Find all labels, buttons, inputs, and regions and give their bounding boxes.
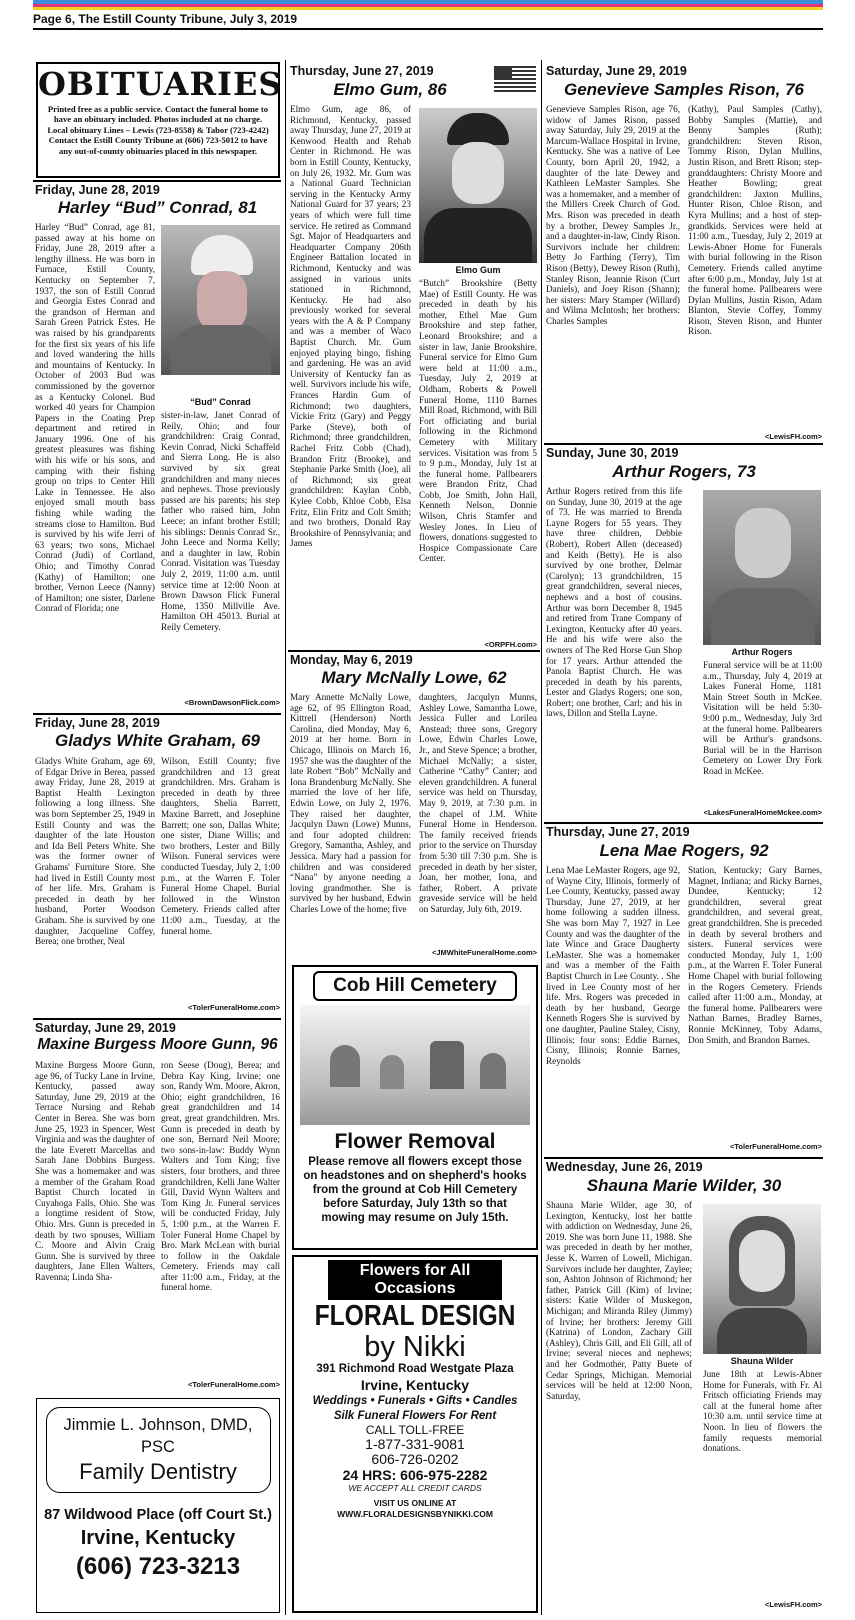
obit-date: Sunday, June 30, 2019 — [546, 446, 679, 460]
rule — [33, 180, 281, 182]
obituaries-box — [36, 62, 283, 178]
floral-cards: WE ACCEPT ALL CREDIT CARDS — [348, 1483, 482, 1493]
obit-text-col1: Gladys White Graham, age 69, of Edgar Drive in Berea, passed away Friday, June 28, 2019 at Baptist Health Lexington following a long illness. She was born September 25, 1949 in Estill County and was the daughter of the late Houston and Ida Bell Peters White. She was the former owner of Grahams' Furniture Store. She had lived in Estill County most of her life. Mrs. Graham is preceded in death by her husband, Porter Woodson Graham. She is survived by one daughter, Jacqueline Coffey, Berea; one brother, Neal — [35, 756, 155, 947]
obit-text-col1: Arthur Rogers retired from this life on Sunday, June 30, 2019 at the age of 73. He was married to Brenda Layne Rogers for 55 years. They have three children, Debbie (Robert), Robert Allen (deceased) and Keith (Betty). He is also survived by one brother, Delmar (Carolyn); 13 grandchildren, 15 great grandchildren, several nieces, nephews and a host of cousins. Arthur was born December 8, 1945 and retired from Trane Company of Lexington, Kentucky after 40 years. He and his wife were also the owners of The Red Horse Gun Shop for 17 years. Arthur attended the Panola Baptist Church. He was preceded in death by his parents, Lester and Gladys Rogers; one son, Robert; one brother, Carl; and his in laws, Dillon and Stella Layne. — [546, 486, 682, 719]
floral-toll-free: 1-877-331-9081 — [365, 1436, 465, 1452]
obit-text-col1: Genevieve Samples Rison, age 76, widow of James Rison, passed away Saturday, July 29, 2019 at the Marcum-Wallace Hospital in Irvine, Kentucky. She was a native of Lee County, born April 20, 1942, a daughter of the late Dewey and Kathleen LeMaster Samples. She was a homemaker, and a member of the Millers Creek Church of God. Mrs. Rison was preceded in death by a brother, Dewey Samples Jr., and a daughter-in-law, Cindy Rison. Survivors include her children: Betty Jo Farthing (Terry), Tim Rison (Betty), Dewey Rison (Ruth), Stanley Rison, Jeannie Rison (Curt Daniels), and Joey Rison (Shann); her sisters: Mary Stamper (Willard) and Wilma McIntosh; her brothers: Charles Samples — [546, 104, 680, 326]
floral-address: 391 Richmond Road Westgate Plaza — [316, 1363, 514, 1375]
photo-caption: Arthur Rogers — [731, 647, 793, 657]
dentist-ad — [36, 1398, 280, 1613]
photo-caption: Shauna Wilder — [730, 1356, 794, 1366]
obit-text-col1: Lena Mae LeMaster Rogers, age 92, of Wayne City, Illinois, formerly of Lee County, Kentucky, passed away Thursday, June 27, 2019, at her home following a sudden illness. She was born May 7, 1927 in Lee County and was the daughter of the late Wince and Grace Daugherty LeMaster. She was a homemaker and was a member of the Faith Baptist Church in Lee County. . She lived in Lee County most of her life. Mrs. Rogers was preceded in death by her husband, George Kenneth Rogers She is survived by one daughter, Pauline Staley, Cisny, Illinois; four sons: Eddie Barnes, Cisny, Illinois; Ronnie Barnes, Reynolds — [546, 865, 680, 1066]
cemetery-illustration — [300, 1005, 530, 1125]
source-link: <TolerFuneralHome.com> — [188, 1003, 280, 1012]
floral-website: WWW.FLORALDESIGNSBYNIKKI.COM — [337, 1509, 493, 1519]
obit-text-col1: Shauna Marie Wilder, age 30, of Lexington, Kentucky, lost her battle with addiction on Wednesday, June 26, 2019. She was born June 11, 1988. She was preceded in death by her mother, Jesse K. Warren of Lowell, Michigan. Survivors include her daughter, Zaylee; son, Ashton Johnson of Richmond; her father, Patrick Gill (Kim) of Irvine; sisters: Katie Wilder of Muskegon, Michigan; and Miranda Riley (Jimmy) of Irvine; her brothers: Jeremy Gill (Katrina) of London, Zachary Gill (Ashley), Chris Gill, and Eli Gill, all of Irvine; several nieces and nephews; and her Godmother, Patty Buete of Cedar Springs, Michigan. Memorial services will be held at 12:00 Noon, Saturday, — [546, 1200, 692, 1401]
photo-caption: “Bud” Conrad — [190, 397, 251, 407]
obit-date: Thursday, June 27, 2019 — [290, 64, 434, 78]
obit-text-col1: Mary Annette McNally Lowe, age 62, of 95 Ellington Road, Kittrell (Henderson) North Carolina, died Monday, May 6, 2019 at her home. Born in Chicago, Illinois on March 16, 1957 she was the daughter of the late Robert “Bob” McNally and Iona Brandenburg McNally. She married the love of her life, Edwin Lowe, on July 2, 1976. They raised her daughter, Jacqulyn Dawn (Lowe) Munns, and four adopted children: Gregory, Samantha, Ashley, and Jessica. Mary had a passion for children and was considered “Nana” by anyone needing a loving grandmother. She is survived by her husband, Edwin Charles Lowe of the home; five — [290, 692, 411, 914]
obit-date: Saturday, June 29, 2019 — [35, 1021, 176, 1035]
obit-name: Elmo Gum, 86 — [333, 80, 447, 99]
floral-by: by Nikki — [364, 1331, 466, 1363]
cob-hill-ad — [292, 965, 538, 1250]
cob-hill-notice: Please remove all flowers except those on headstones and on shepherd's hooks from the ground at Cob Hill Cemetery before Saturday, July 13th so that mowing may resume on July 15th. — [303, 1156, 527, 1224]
obit-text-col1: Harley “Bud” Conrad, age 81, passed away at his home on Friday, June 28, 2019 after a lengthy illness. He was born in Furnace, Estill County, Kentucky on September 7, 1937, the son of Estill Conrad and Georgia Estes Conrad and the grandson of Herman and Sarah Green Patrick Estes. He was raised by his grandparents for the first six years of his life and loved wandering the hills and mountains of Kentucky. In October of 2003 Bud was commissioned by the governor as a Kentucky Colonel. Bud worked 40 years for Champion Papers in the Coating Prep department and retired in January 1996. One of his greatest pleasures was fishing with his wife or his sons, and camping with their fishing group on trips to Center Hill Lake in Tennessee. He also enjoyed small mouth bass fishing while wading the streams close to Hamilton. Bud is survived by his wife Jerri of 63 years; two sons, Michael Conrad (Judi) of Cortland, Ohio; and Timothy Conrad (Kathy) of Hamilton; one brother, Vernon Leece (Nanny) of Hamilton; one sister, Darlene Conrad of Florida; one — [35, 222, 155, 614]
floral-silk: Silk Funeral Flowers For Rent — [333, 1410, 497, 1422]
cob-hill-subtitle: Flower Removal — [334, 1130, 496, 1153]
floral-design-ad — [292, 1255, 538, 1613]
obituaries-notice: Printed free as a public service. Contact the funeral home to have an obituary included. Photos included at no charge. Local obituary Lines – Lewis (723-8558) & Tabor (723-4242) Contact the Estill County Tribune at (606) 723-5012 to have any out-of-county obituaries placed in this newspaper. — [47, 104, 269, 156]
obit-name: Gladys White Graham, 69 — [54, 731, 260, 750]
floral-24hrs: 24 HRS: 606-975-2282 — [342, 1467, 488, 1483]
floral-services: Weddings • Funerals • Gifts • Candles — [312, 1395, 518, 1407]
floral-city: Irvine, Kentucky — [360, 1377, 470, 1393]
source-link: <BrownDawsonFlick.com> — [184, 698, 280, 707]
page-header: Page 6, The Estill County Tribune, July 3, 2019 — [33, 12, 298, 26]
flag-icon — [494, 66, 536, 94]
obit-name: Genevieve Samples Rison, 76 — [563, 80, 804, 99]
dentist-city: Irvine, Kentucky — [80, 1527, 236, 1549]
rule — [33, 713, 281, 715]
rule — [33, 1018, 281, 1020]
obit-text-col2: Funeral service will be at 11:00 a.m., Thursday, July 4, 2019 at Lakes Funeral Home, 1181 Main Street South in McKee. Visitation will be held 5:30-9:00 p.m., Wednesday, July 3rd at the funeral home. Pallbearers will be Arthur's grandsons. Burial will be in the Harrison Cemetery on Lower Dry Fork Road in McKee. — [703, 660, 822, 776]
header-rule — [33, 28, 823, 30]
photo-arthur-rogers — [703, 490, 821, 645]
obit-text-col2: Station, Kentucky; Gary Barnes, Magnet, Indiana; and Ricky Barnes, Dundee, Kentucky; 12 grandchildren, several great grandchildren, and several great, great grandchildren. She is preceded in death by several brothers and sisters. Funeral services were conducted Monday, July 1, 1:00 p.m., at the Warren F. Toler Funeral Home Chapel with burial following in the Rogers Cemetery. Friends called after 11:00 a.m., Monday, at the funeral home. Pallbearers were Nathan Barnes, Bradley Barnes, Ronnie McKinney, Toby Adams, Don Smith, and Brandon Barnes. — [688, 865, 822, 1045]
source-link: <LakesFuneralHomeMckee.com> — [703, 808, 822, 817]
rule — [544, 443, 823, 445]
obit-text-col1: Maxine Burgess Moore Gunn, age 96, of Tucky Lane in Irvine, Kentucky, passed away Saturday, June 29, 2019 at the Terrace Nursing and Rehab Center in Berea. She was born June 25, 1923 in Spencer, West Virginia and was the daughter of the late Everett Marcellas and Sarah Jane Dobbins Burgess. She was a homemaker and was a member of the Graham Road Baptist Church located in Cuyahoga Falls, Ohio. She was a longtime resident of Stow, Ohio. Mrs. Gunn is preceded in death by two spouses, William C. Moore and Alvin Craig Gunn. She is survived by three daughters, Jane Ellen Walters, Ravenna; Linda Sha- — [35, 1060, 155, 1282]
floral-local: 606-726-0202 — [371, 1451, 459, 1467]
source-link: <TolerFuneralHome.com> — [188, 1380, 280, 1389]
photo-elmo-gum — [419, 108, 537, 263]
rule — [544, 822, 823, 824]
dentist-title: Family Dentistry — [79, 1459, 237, 1484]
source-link: <JMWhiteFuneralHome.com> — [431, 948, 537, 957]
photo-shauna-wilder — [703, 1204, 821, 1354]
obit-name: Arthur Rogers, 73 — [612, 462, 756, 481]
obit-text-col2: ron Seese (Doug), Berea; and Debra Kay King, Irvine; one son, Randy Wm. Moore, Akron, Ohio; eight grandchildren, 16 great grandchildren and 14 great, great grandchildren. Mrs. Gunn is preceded in death by one son, Bernard Neil Moore; two sons-in-law: Buddy Wynn Walters and Tom King; five sisters, four brothers, and three grandchildren, Kelli Jane Walter Gill, David Wynn Walters and Tom King Jr. Funeral services will be conducted Friday, July 5, 1:00 p.m., at the Warren F. Toler Funeral Home Chapel by Bro. Mark McLean with burial to follow in the Oakdale Cemetery. Friends may call after 11:00 a.m., Friday, at the funeral home. — [161, 1060, 280, 1293]
obit-name: Maxine Burgess Moore Gunn, 96 — [37, 1036, 278, 1053]
dentist-address: 87 Wildwood Place (off Court St.) — [44, 1507, 272, 1523]
obit-date: Wednesday, June 26, 2019 — [546, 1160, 703, 1174]
obituaries-title: OBITUARIES — [38, 65, 283, 103]
source-link: <ORPFH.com> — [484, 640, 537, 649]
floral-title: FLORAL DESIGN — [314, 1300, 516, 1332]
obit-date: Monday, May 6, 2019 — [290, 653, 413, 667]
dentist-phone: (606) 723-3213 — [75, 1553, 241, 1580]
floral-heading: Flowers for All Occasions — [328, 1260, 502, 1300]
floral-visit: VISIT US ONLINE AT — [373, 1498, 457, 1508]
column-divider — [541, 60, 542, 1615]
obit-text-col2: daughters, Jacqulyn Munns, Ashley Lowe, Samantha Lowe, Jessica Fuller and Lorilea Anstead; three sons, Gregory Lowe, Edwin Charles Lowe, Jr., and Steve Spence; a brother, Michael McNally; a sister, Catherine “Cathy” Canter; and eleven grandchildren. A funeral service was held on Thursday, May 9, 2019, at 7:30 p.m. in the chapel of J.M. White Funeral Home in Henderson. The family received friends prior to the service on Thursday from 5:30 till 7:30 p.m. She is preceded in death by her sister, Joan, her mother, Iona, and father, Robert. A private graveside service will be held on Saturday, July 6th, 2019. — [419, 692, 537, 914]
obit-name: Mary McNally Lowe, 62 — [321, 668, 507, 687]
photo-bud-conrad — [161, 225, 280, 375]
obit-name: Lena Mae Rogers, 92 — [599, 841, 769, 860]
source-link: <TolerFuneralHome.com> — [730, 1142, 822, 1151]
dentist-name: Jimmie L. Johnson, DMD, PSC — [63, 1416, 253, 1456]
obit-text-col2: June 18th at Lewis-Abner Home for Funerals, with Fr. Al Fritsch officiating Friends may call at the funeral home after 10:30 a.m. until service time at Noon. In lieu of flowers the family requests memorial donations. — [703, 1369, 822, 1454]
obit-date: Thursday, June 27, 2019 — [546, 825, 690, 839]
cob-hill-title: Cob Hill Cemetery — [313, 971, 517, 1001]
rule — [544, 1157, 823, 1159]
obit-text-col1: Elmo Gum, age 86, of Richmond, Kentucky, passed away Thursday, June 27, 2019 at Kenwood Health and Rehab Center in Richmond. He was born in Estill County, Kentucky, on July 26, 1932. Mr. Gum was a National Guard Technician serving in the Kentucky Army National Guard for 37 years; 23 years of which were full time service. He retired as Command Sgt. Major of Headquarters and Headquarter Company 206th Engineer Battalion located in Richmond, Kentucky and was assigned in various units stationed in Richmond, Kentucky. He had also previously worked for several years with the A & P Company and was a member of Waco Baptist Church. Mr. Gum enjoyed playing bingo, fishing and gardening. He was an avid University of Kentucky fan as well. Survivors include his wife, Frances Hardin Gum of Richmond; two daughters, Vickie Fritz (Gary) and Peggy Parke (Steve), both of Richmond; three grandchildren, Rachel Fritz Cobb (Chad), Brandon Fritz (Brooke), and Stephanie Parke Smith (Joe), all of Richmond; six great grandchildren: Kaylan Cobb, Kylee Cobb, Khloe Cobb, Elsa Fritz, Elin Fritz and Colt Smith; and two brothers, Donald Ray Brookshire of Pennsylvania; and James — [290, 104, 411, 549]
obit-date: Friday, June 28, 2019 — [35, 183, 160, 197]
column-divider — [285, 60, 286, 1615]
obit-name: Shauna Marie Wilder, 30 — [586, 1176, 782, 1195]
obit-date: Friday, June 28, 2019 — [35, 716, 160, 730]
obit-name: Harley “Bud” Conrad, 81 — [57, 198, 258, 217]
source-link: <LewisFH.com> — [764, 1600, 822, 1609]
source-link: <LewisFH.com> — [764, 432, 822, 441]
rule — [288, 650, 540, 652]
photo-caption: Elmo Gum — [455, 265, 501, 275]
floral-call: CALL TOLL-FREE — [365, 1423, 465, 1437]
obit-date: Saturday, June 29, 2019 — [546, 64, 687, 78]
obit-text-col2: Wilson, Estill County; five grandchildren and 13 great grandchildren. Mrs. Graham is preceded in death by three daughters, Shelia Barrett, Maxine Barrett, and Josephine Barrett; one son, Dallas White; one sister, Diane Willis; and two brothers, Lester and Billy Wilson. Funeral services were conducted Tuesday, July 2, 1:00 p.m., at the Warren F. Toler Funeral Home Chapel. Burial followed in the Winston Cemetery. Friends called after 11:00 a.m., Tuesday, at the funeral home. — [161, 756, 280, 936]
obit-text-col2: sister-in-law, Janet Conrad of Reily, Ohio; and four grandchildren: Craig Conrad, Kevin Conrad, Nicki Schaffeld and Sierra Long. He is also survived by six great grandchildren and many nieces and nephews. Those previously passed are his parents; his step father who raised him, John Leece; an infant brother Estill; his siblings: Dennis Conrad Sr., John Leece and Norma Kelly; and a daughter in law, Robin Conrad. Visitation was Tuesday July 2, 2019, 11:00 a.m. until service time at 12:00 Noon at Brown Dawson Flick Funeral Home, 1350 Millville Ave. Hamilton OH 45013. Burial at Reily Cemetery. — [161, 410, 280, 632]
obit-text-col2: “Butch” Brookshire (Betty Mae) of Estill County. He was preceded in death by his mother, Ethel Mae Gum Brookshire and step father, Leonard Brookshire; and a sister in law, Janie Brookshire. Funeral service for Elmo Gum were held at 11:00 a.m., Tuesday, July 2, 2019 at Oldham, Roberts & Powell Funeral Home, 1110 Barnes Mill Road, Richmond, with Bill Fort officiating and burial following in the Richmond Cemetery with Military services. Visitation was from 5 to 9 p.m., Monday, July 1st at the funeral home. Pallbearers were Brandon Fritz, Chad Cobb, Joe Smith, John Hall, Kenneth Nelson, Donnie Wilson, Chris Stamfer and Wesley Jones. In Lieu of flowers, donations suggested to Hospice Compassionate Care Center. — [419, 278, 537, 564]
obit-text-col2: (Kathy), Paul Samples (Cathy), Bobby Samples (Mattie), and Benny Samples (Ruth); grandchildren: Steven Rison, Tommy Rison, Dylan Mullins, Justin Rison, and Brett Rison; step-granddaughters: Christy Moore and Heather Bowling; great grandchildren: Jaxton Mullins, Hunter Rison, Chloe Rison, and Kyra Mullins; and a host of step-grandkids. Services were held at 11:00 a.m., Tuesday, July 2, 2019 at Lewis-Abner Home for Funerals with burial following in the Rison Cemetery. Friends called anytime after 6:00 p.m., Monday, July 1st at the funeral home. Pallbearers were Dylan Mullins, Justin Rison, Adam Blanton, Stevie Coffey, Tommy Rison, Steven Rison, and Hunter Rison. — [688, 104, 822, 337]
